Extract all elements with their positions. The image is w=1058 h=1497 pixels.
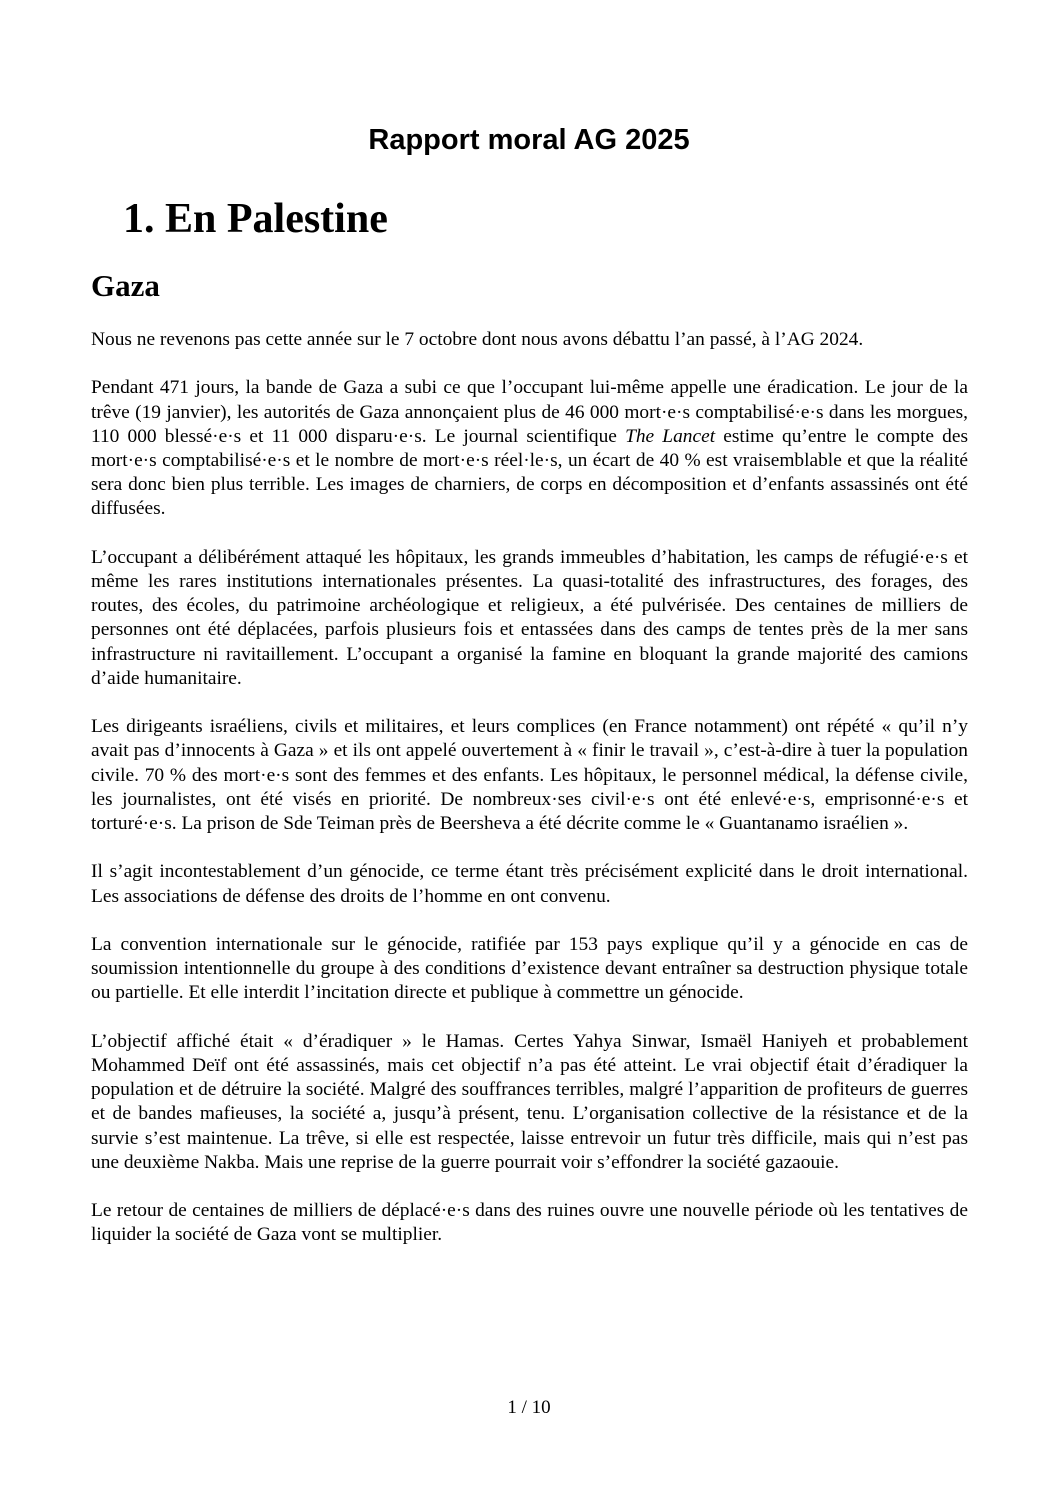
paragraph-casualties	[91, 376, 968, 521]
paragraph-return: Le retour de centaines de milliers de déplacé·e·s dans des ruines ouvre une nouvelle période où les tentatives de liquider la société de Gaza vont se multiplier.	[91, 1200, 968, 1246]
paragraph-convention: La convention internationale sur le génocide, ratifiée par 153 pays explique qu’il y a génocide en cas de soumission intentionnelle du groupe à des conditions d’existence devant entraîner sa destruction physique totale ou partielle. Et elle interdit l’incitation directe et publique à commettre un génocide.	[91, 934, 968, 1004]
paragraph-casualties-part-1: Pendant 471 jours, la bande de Gaza a subi ce que l’occupant lui-même appelle une éradication. Le jour de la trêve (19 janvier), les autorités de Gaza annonçaient plus de 46 000 mort·e·s comptabilisé·e·s dans les morgues, 110 000 blessé·e·s et 11 000 disparu·e·s. Le journal scientifique	[91, 377, 968, 447]
document-body	[91, 328, 968, 1272]
page-number: 1 / 10	[507, 1397, 551, 1418]
section-heading: 1. En Palestine	[123, 196, 388, 242]
journal-name: The Lancet	[625, 425, 716, 447]
paragraph-destruction: L’occupant a délibérément attaqué les hôpitaux, les grands immeubles d’habitation, les camps de réfugié·e·s et même les rares institutions internationales présentes. La quasi-totalité des infrastructures, des forages, des routes, des écoles, du patrimoine archéologique et religieux, a été pulvérisée. Des centaines de milliers de personnes ont été déplacées, parfois plusieurs fois et entassées dans des camps de tentes près de la mer sans infrastructure ni ravitaillement. L’occupant a organisé la famine en bloquant la grande majorité des camions d’aide humanitaire.	[91, 546, 968, 689]
document-title: Rapport moral AG 2025	[368, 124, 690, 156]
subsection-heading: Gaza	[91, 268, 160, 303]
paragraph-genocide: Il s’agit incontestablement d’un génocide, ce terme étant très précisément explicité dans le droit international. Les associations de défense des droits de l’homme en ont convenu.	[91, 861, 968, 907]
paragraph-intro: Nous ne revenons pas cette année sur le 7 octobre dont nous avons débattu l’an passé, à l’AG 2024.	[91, 329, 864, 350]
paragraph-casualties-part-2: estime qu’entre le compte des mort·e·s comptabilisé·e·s et le nombre de mort·e·s réel·le·s, un écart de 40 % est vraisemblable et que la réalité sera donc bien plus terrible. Les images de charniers, de corps en décomposition et d’enfants assassinés ont été diffusées.	[91, 425, 969, 520]
paragraph-leaders: Les dirigeants israéliens, civils et militaires, et leurs complices (en France notamment) ont répété « qu’il n’y avait pas d’innocents à Gaza » et ils ont appelé ouvertement à « finir le travail », c’est-à-dire à tuer la population civile. 70 % des mort·e·s sont des femmes et des enfants. Les hôpitaux, le personnel médical, la défense civile, les journalistes, ont été visés en priorité. De nombreux·ses civil·e·s ont été enlevé·e·s, emprisonné·e·s et torturé·e·s. La prison de Sde Teiman près de Beersheva a été décrite comme le « Guantanamo israélien ».	[91, 716, 968, 835]
paragraph-objective: L’objectif affiché était « d’éradiquer » le Hamas. Certes Yahya Sinwar, Ismaël Haniyeh et probablement Mohammed Deïf ont été assassinés, mais cet objectif n’a pas été atteint. Le vrai objectif était d’éradiquer la population et de détruire la société. Malgré des souffrances terribles, malgré l’apparition de profiteurs de guerres et de bandes mafieuses, la société a, jusqu’à présent, tenu. L’organisation collective de la résistance et de la survie s’est maintenue. La trêve, si elle est respectée, laisse entrevoir un futur très difficile, mais qui n’est pas une deuxième Nakba. Mais une reprise de la guerre pourrait voir s’effondrer la société gazaouie.	[91, 1030, 968, 1173]
